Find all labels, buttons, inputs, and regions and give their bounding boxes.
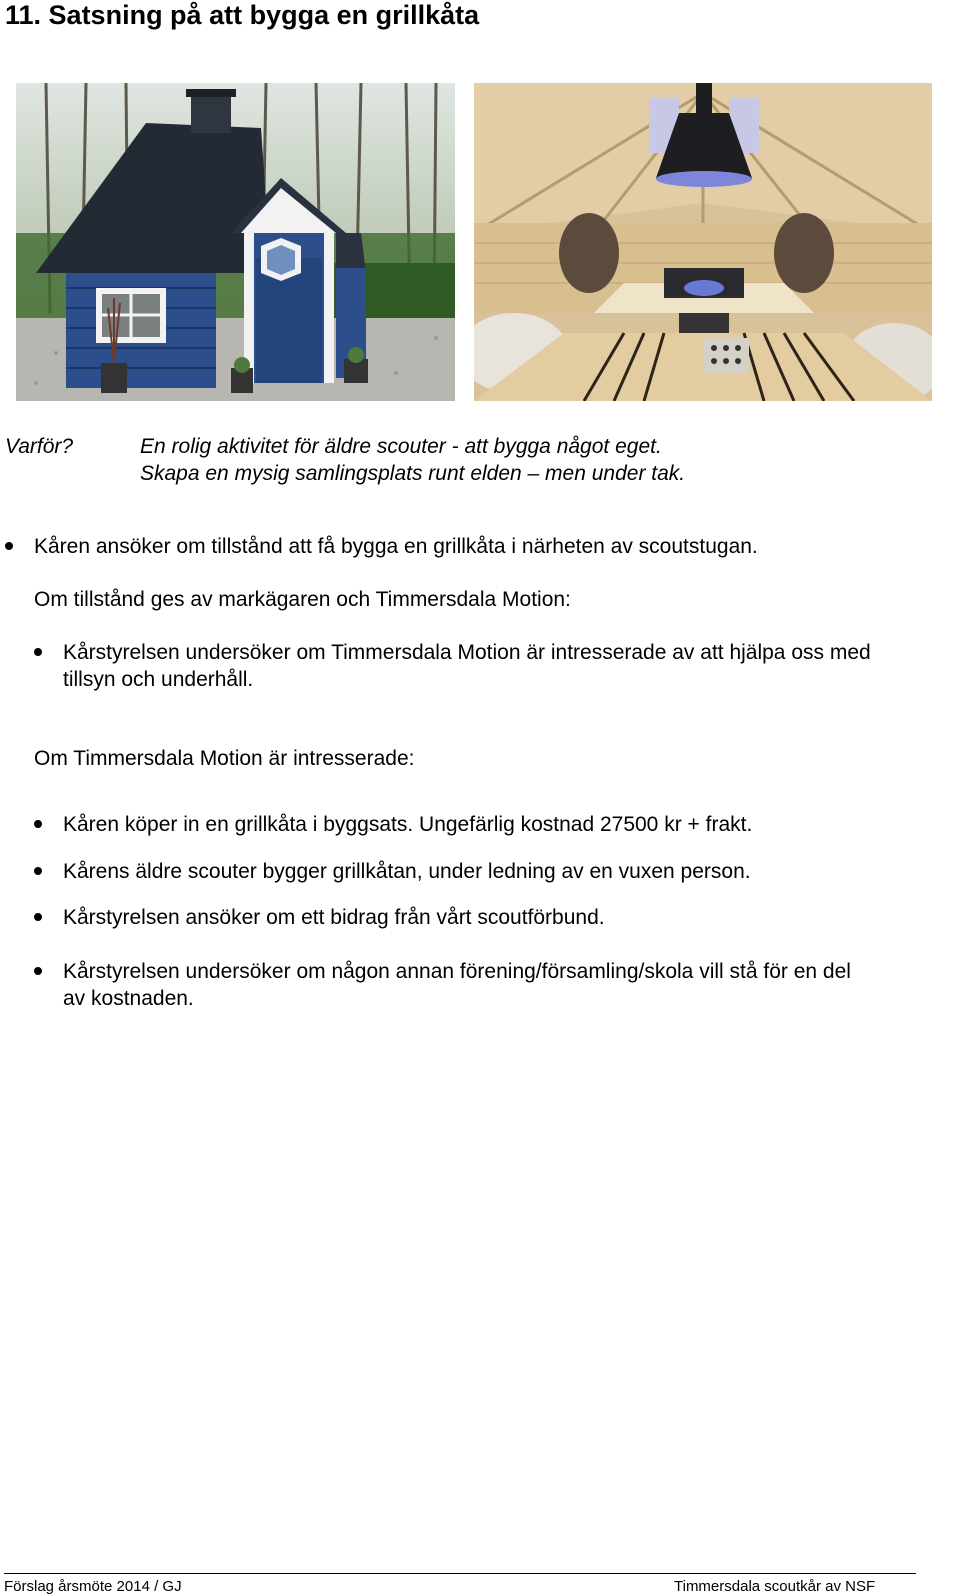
bullet-dot (34, 820, 42, 828)
sub-bullet-1-line-1: Kårstyrelsen undersöker om Timmersdala Motion är intresserade av att hjälpa oss med (63, 641, 871, 664)
why-label: Varför? (5, 435, 74, 458)
grill-hut-exterior-image (16, 83, 455, 401)
condition-1: Om tillstånd ges av markägaren och Timmersdala Motion: (34, 588, 571, 611)
bullet-dot (34, 913, 42, 921)
page-title: 11. Satsning på att bygga en grillkåta (5, 0, 480, 30)
footer-left: Förslag årsmöte 2014 / GJ (4, 1578, 182, 1595)
last-bullet-line-1: Kårstyrelsen undersöker om någon annan förening/församling/skola vill stå för en del (63, 960, 851, 983)
grill-hut-interior-image (474, 83, 932, 401)
footer-right: Timmersdala scoutkår av NSF (674, 1578, 876, 1595)
list-item: Kåren köper in en grillkåta i byggsats. Ungefärlig kostnad 27500 kr + frakt. (63, 813, 753, 836)
bullet-dot (34, 867, 42, 875)
sub-bullet-1-line-2: tillsyn och underhåll. (63, 668, 254, 691)
list-item: Kårens äldre scouter bygger grillkåtan, under ledning av en vuxen person. (63, 860, 751, 883)
bullet-dot (34, 648, 42, 656)
last-bullet-line-2: av kostnaden. (63, 987, 194, 1010)
condition-2: Om Timmersdala Motion är intresserade: (34, 747, 415, 770)
bullet-main: Kåren ansöker om tillstånd att få bygga en grillkåta i närheten av scoutstugan. (34, 535, 758, 558)
footer-divider (4, 1573, 916, 1574)
bullet-dot (5, 542, 13, 550)
why-line-2: Skapa en mysig samlingsplats runt elden – men under tak. (140, 462, 686, 485)
list-item: Kårstyrelsen ansöker om ett bidrag från vårt scoutförbund. (63, 906, 605, 929)
why-line-1: En rolig aktivitet för äldre scouter - att bygga något eget. (140, 435, 662, 458)
bullet-dot (34, 967, 42, 975)
